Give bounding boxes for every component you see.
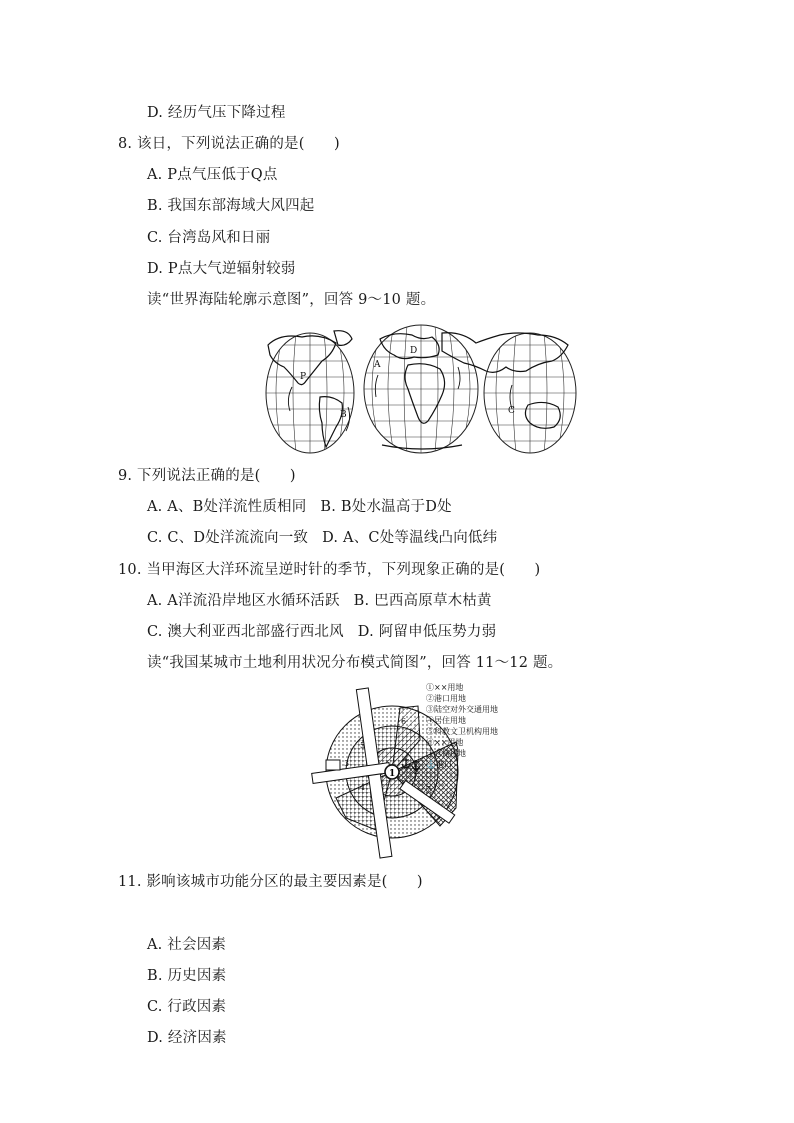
legend-item-1: ①××用地	[426, 683, 464, 692]
q8-stem: 8. 该日，下列说法正确的是( )	[118, 136, 340, 152]
legend-item-5: ⑤科教文卫机构用地	[426, 727, 498, 736]
intro-11-12: 读“我国某城市土地利用状况分布模式简图”，回答 11～12 题。	[147, 655, 563, 671]
world-outline-map	[262, 323, 580, 455]
intro-9-10: 读“世界海陆轮廓示意图”，回答 9～10 题。	[147, 292, 436, 308]
map-label-a: A	[374, 360, 381, 370]
q9-row-cd	[147, 528, 497, 548]
q10-row-cd	[147, 622, 496, 642]
zone-number-2: 2	[414, 767, 420, 776]
q8-option-d: D. P点大气逆辐射较弱	[147, 261, 296, 277]
q9-row-ab	[147, 497, 452, 517]
q11-option-d: D. 经济因素	[147, 1030, 227, 1046]
q11-option-a: A. 社会因素	[147, 937, 227, 953]
q8-option-a: A. P点气压低于Q点	[147, 167, 278, 183]
zone-number-3: 3	[344, 759, 350, 768]
legend-item-7: ⑦仓储用地	[426, 749, 466, 758]
zone-number-1: 1	[389, 769, 396, 779]
q9-option-c: C. C、D处洋流流向一致	[147, 530, 309, 546]
q8-option-b: B. 我国东部海域大风四起	[147, 198, 315, 214]
zone-number-5: 5	[360, 741, 366, 750]
zone-number-7: 7	[426, 785, 432, 794]
legend-item-2: ②港口用地	[426, 694, 466, 703]
q10-option-d: D. 阿留申低压势力弱	[357, 624, 497, 640]
legend-item-6: ⑥××用地	[426, 738, 464, 747]
legend-item-4: ④居住用地	[426, 716, 466, 725]
zone-number-4: 4	[360, 783, 366, 792]
q10-row-ab	[147, 591, 492, 611]
legend-item-port: ⚓港口	[426, 760, 452, 769]
q9-option-d: D. A、C处等温线凸向低纬	[322, 530, 498, 546]
map-label-c: C	[508, 406, 515, 416]
block-left	[326, 760, 340, 770]
q10-option-b: B. 巴西高原草木枯黄	[353, 593, 492, 609]
greenland	[334, 331, 352, 346]
map-label-b: B	[340, 410, 347, 420]
zone-number-6: 6	[401, 717, 407, 726]
q9-option-b: B. B处水温高于D处	[320, 499, 452, 515]
q10-option-c: C. 澳大利亚西北部盛行西北风	[147, 624, 344, 640]
q11-option-c: C. 行政因素	[147, 999, 227, 1015]
australia	[525, 402, 560, 428]
q9-stem: 9. 下列说法正确的是( )	[118, 468, 296, 484]
city-land-use-diagram	[306, 680, 522, 862]
q8-option-c: C. 台湾岛风和日丽	[147, 230, 271, 246]
q11-option-b: B. 历史因素	[147, 968, 227, 984]
q10-option-a: A. A洋流沿岸地区水循环活跃	[147, 593, 340, 609]
q10-stem: 10. 当甲海区大洋环流呈逆时针的季节，下列现象正确的是( )	[118, 562, 541, 578]
south-america	[319, 397, 342, 447]
map-label-d: D	[410, 346, 418, 356]
landmasses	[268, 331, 568, 449]
legend-item-3: ③陆空对外交通用地	[426, 705, 498, 714]
africa	[405, 364, 445, 424]
map-label-p: P	[300, 372, 307, 382]
graticule-left	[262, 331, 362, 455]
q7-option-d: D. 经历气压下降过程	[147, 105, 286, 121]
q9-option-a: A. A、B处洋流性质相同	[147, 499, 307, 515]
q11-stem: 11. 影响该城市功能分区的最主要因素是( )	[118, 874, 423, 890]
